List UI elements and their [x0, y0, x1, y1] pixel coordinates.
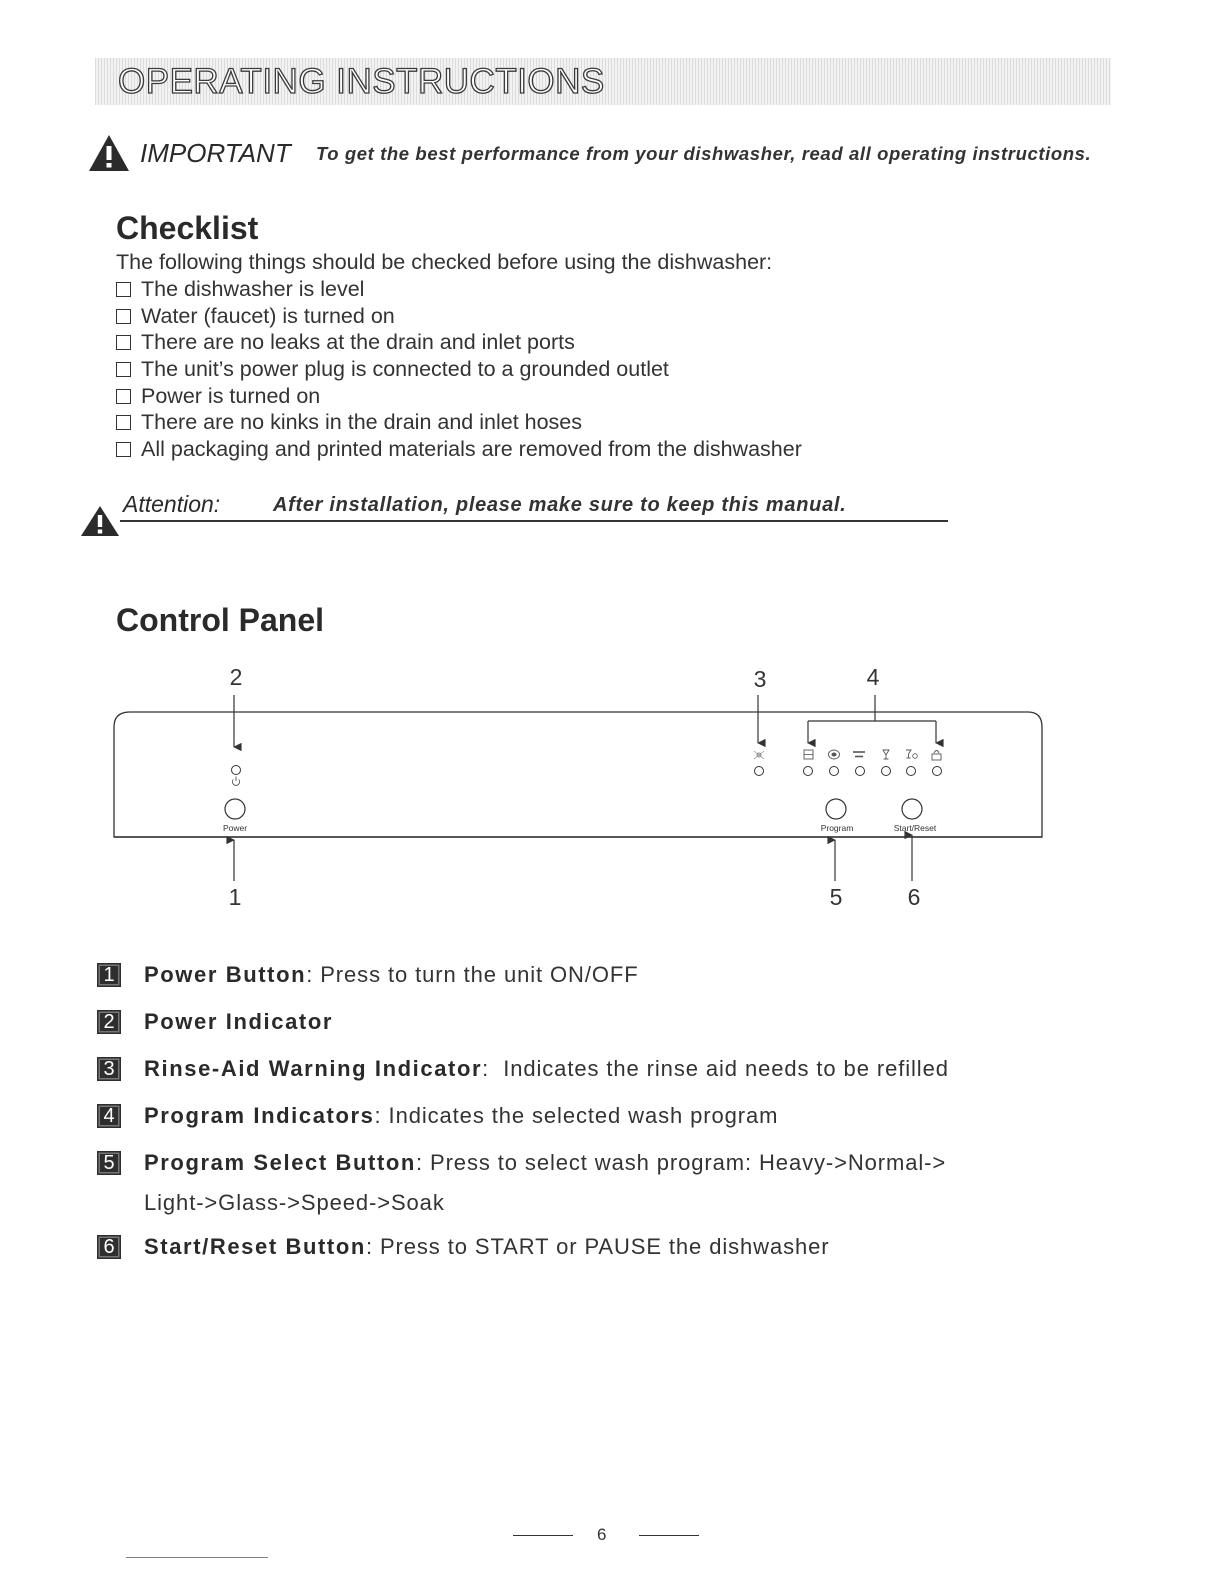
- legend-term: Power Indicator: [144, 1009, 334, 1034]
- legend-item: [97, 1101, 778, 1131]
- program-button: [826, 799, 846, 819]
- legend-item: [97, 960, 639, 990]
- important-text: To get the best performance from your dishwasher, read all operating instructions.: [316, 143, 1092, 164]
- callout-2: 2: [229, 664, 243, 690]
- legend-sep: :: [374, 1103, 382, 1128]
- callout-6: 6: [907, 884, 921, 910]
- program-led: [804, 767, 813, 776]
- checklist-item: [116, 329, 802, 356]
- checkbox-icon: [116, 309, 131, 324]
- checkbox-icon: [116, 389, 131, 404]
- program-led: [907, 767, 916, 776]
- soak-program-icon: [932, 751, 941, 761]
- legend-desc: Indicates the selected wash program: [381, 1103, 779, 1128]
- power-button-label: Power: [222, 823, 248, 833]
- attention-label: Attention:: [123, 491, 221, 517]
- checklist-item: [116, 303, 802, 330]
- legend-desc: Indicates the rinse aid needs to be refilled: [489, 1056, 949, 1081]
- program-led: [933, 767, 942, 776]
- checklist-item: [116, 276, 802, 303]
- checklist: [116, 276, 802, 463]
- legend-number: 3: [97, 1057, 121, 1081]
- rinse-aid-icon: [754, 751, 764, 759]
- legend-continuation: Light->Glass->Speed->Soak: [144, 1190, 445, 1215]
- legend-number: 6: [97, 1235, 121, 1259]
- callout-4: 4: [866, 664, 880, 690]
- checklist-item-text: There are no leaks at the drain and inlet ports: [141, 330, 575, 355]
- footer-blue-rule: [126, 1557, 268, 1558]
- panel-outline: [114, 712, 1042, 837]
- checklist-heading: Checklist: [116, 210, 259, 246]
- callout-3: 3: [753, 666, 767, 692]
- warning-icon: [80, 505, 120, 537]
- attention-underline: [120, 520, 948, 522]
- page-number: 6: [597, 1525, 607, 1544]
- checkbox-icon: [116, 415, 131, 430]
- attention-text: After installation, please make sure to keep this manual.: [273, 494, 847, 516]
- checklist-item-text: The dishwasher is level: [141, 277, 365, 301]
- checkbox-icon: [116, 282, 131, 297]
- legend-item: [97, 1007, 333, 1037]
- checklist-item-text: Power is turned on: [141, 383, 321, 408]
- legend-item: [97, 1232, 829, 1262]
- legend-number: 1: [97, 963, 121, 987]
- program-led: [882, 767, 891, 776]
- checklist-item: [116, 356, 802, 383]
- legend-term: Program Indicators: [144, 1103, 375, 1128]
- important-label: IMPORTANT: [140, 138, 291, 168]
- legend-term: Start/Reset Button: [144, 1234, 366, 1259]
- power-button: [225, 799, 245, 819]
- checklist-item: [116, 409, 802, 436]
- callout-5: 5: [829, 884, 843, 910]
- control-panel-heading: Control Panel: [116, 602, 325, 638]
- start-reset-button-label: Start/Reset: [893, 823, 937, 833]
- checklist-item: [116, 436, 802, 463]
- legend-sep: :: [306, 962, 314, 987]
- legend-sep: :: [482, 1056, 490, 1081]
- power-indicator-led: [232, 766, 241, 775]
- checklist-item: [116, 383, 802, 410]
- program-led: [856, 767, 865, 776]
- legend-term: Program Select Button: [144, 1150, 416, 1175]
- glass-program-icon: [883, 750, 889, 759]
- heavy-program-icon: [804, 750, 813, 759]
- normal-program-icon: [829, 750, 840, 759]
- legend-sep: :: [365, 1234, 373, 1259]
- page-title: OPERATING INSTRUCTIONS: [118, 62, 605, 101]
- checklist-item-text: All packaging and printed materials are removed from the dishwasher: [141, 437, 802, 462]
- legend-desc: Press to turn the unit ON/OFF: [313, 962, 639, 987]
- legend-item: [97, 1054, 949, 1084]
- footer-rule-left: [513, 1535, 573, 1536]
- speed-program-icon: [906, 750, 917, 758]
- checklist-item-text: The unit’s power plug is connected to a grounded outlet: [141, 357, 669, 382]
- program-button-label: Program: [820, 823, 854, 833]
- rinse-aid-led: [755, 767, 764, 776]
- legend-desc: Press to START or PAUSE the dishwasher: [372, 1234, 830, 1259]
- footer-rule-right: [639, 1535, 699, 1536]
- checkbox-icon: [116, 362, 131, 377]
- checkbox-icon: [116, 335, 131, 350]
- legend-term: Power Button: [144, 962, 307, 987]
- start-reset-button: [902, 799, 922, 819]
- callout-1: 1: [228, 884, 242, 910]
- warning-icon: [88, 134, 130, 172]
- legend-number: 5: [97, 1151, 121, 1175]
- legend-number: 2: [97, 1010, 121, 1034]
- checklist-item-text: There are no kinks in the drain and inlet hoses: [141, 410, 583, 435]
- legend-item: [97, 1148, 946, 1178]
- legend-term: Rinse-Aid Warning Indicator: [144, 1056, 483, 1081]
- checklist-item-text: Water (faucet) is turned on: [141, 303, 395, 328]
- legend-desc: Press to select wash program: Heavy->Normal->: [423, 1150, 947, 1175]
- checkbox-icon: [116, 442, 131, 457]
- legend-sep: :: [415, 1150, 423, 1175]
- checklist-intro: The following things should be checked before using the dishwasher:: [116, 250, 773, 274]
- legend-number: 4: [97, 1104, 121, 1128]
- control-panel-diagram: [100, 655, 1060, 915]
- light-program-icon: [853, 752, 865, 757]
- power-symbol-icon: [232, 777, 239, 786]
- program-led: [830, 767, 839, 776]
